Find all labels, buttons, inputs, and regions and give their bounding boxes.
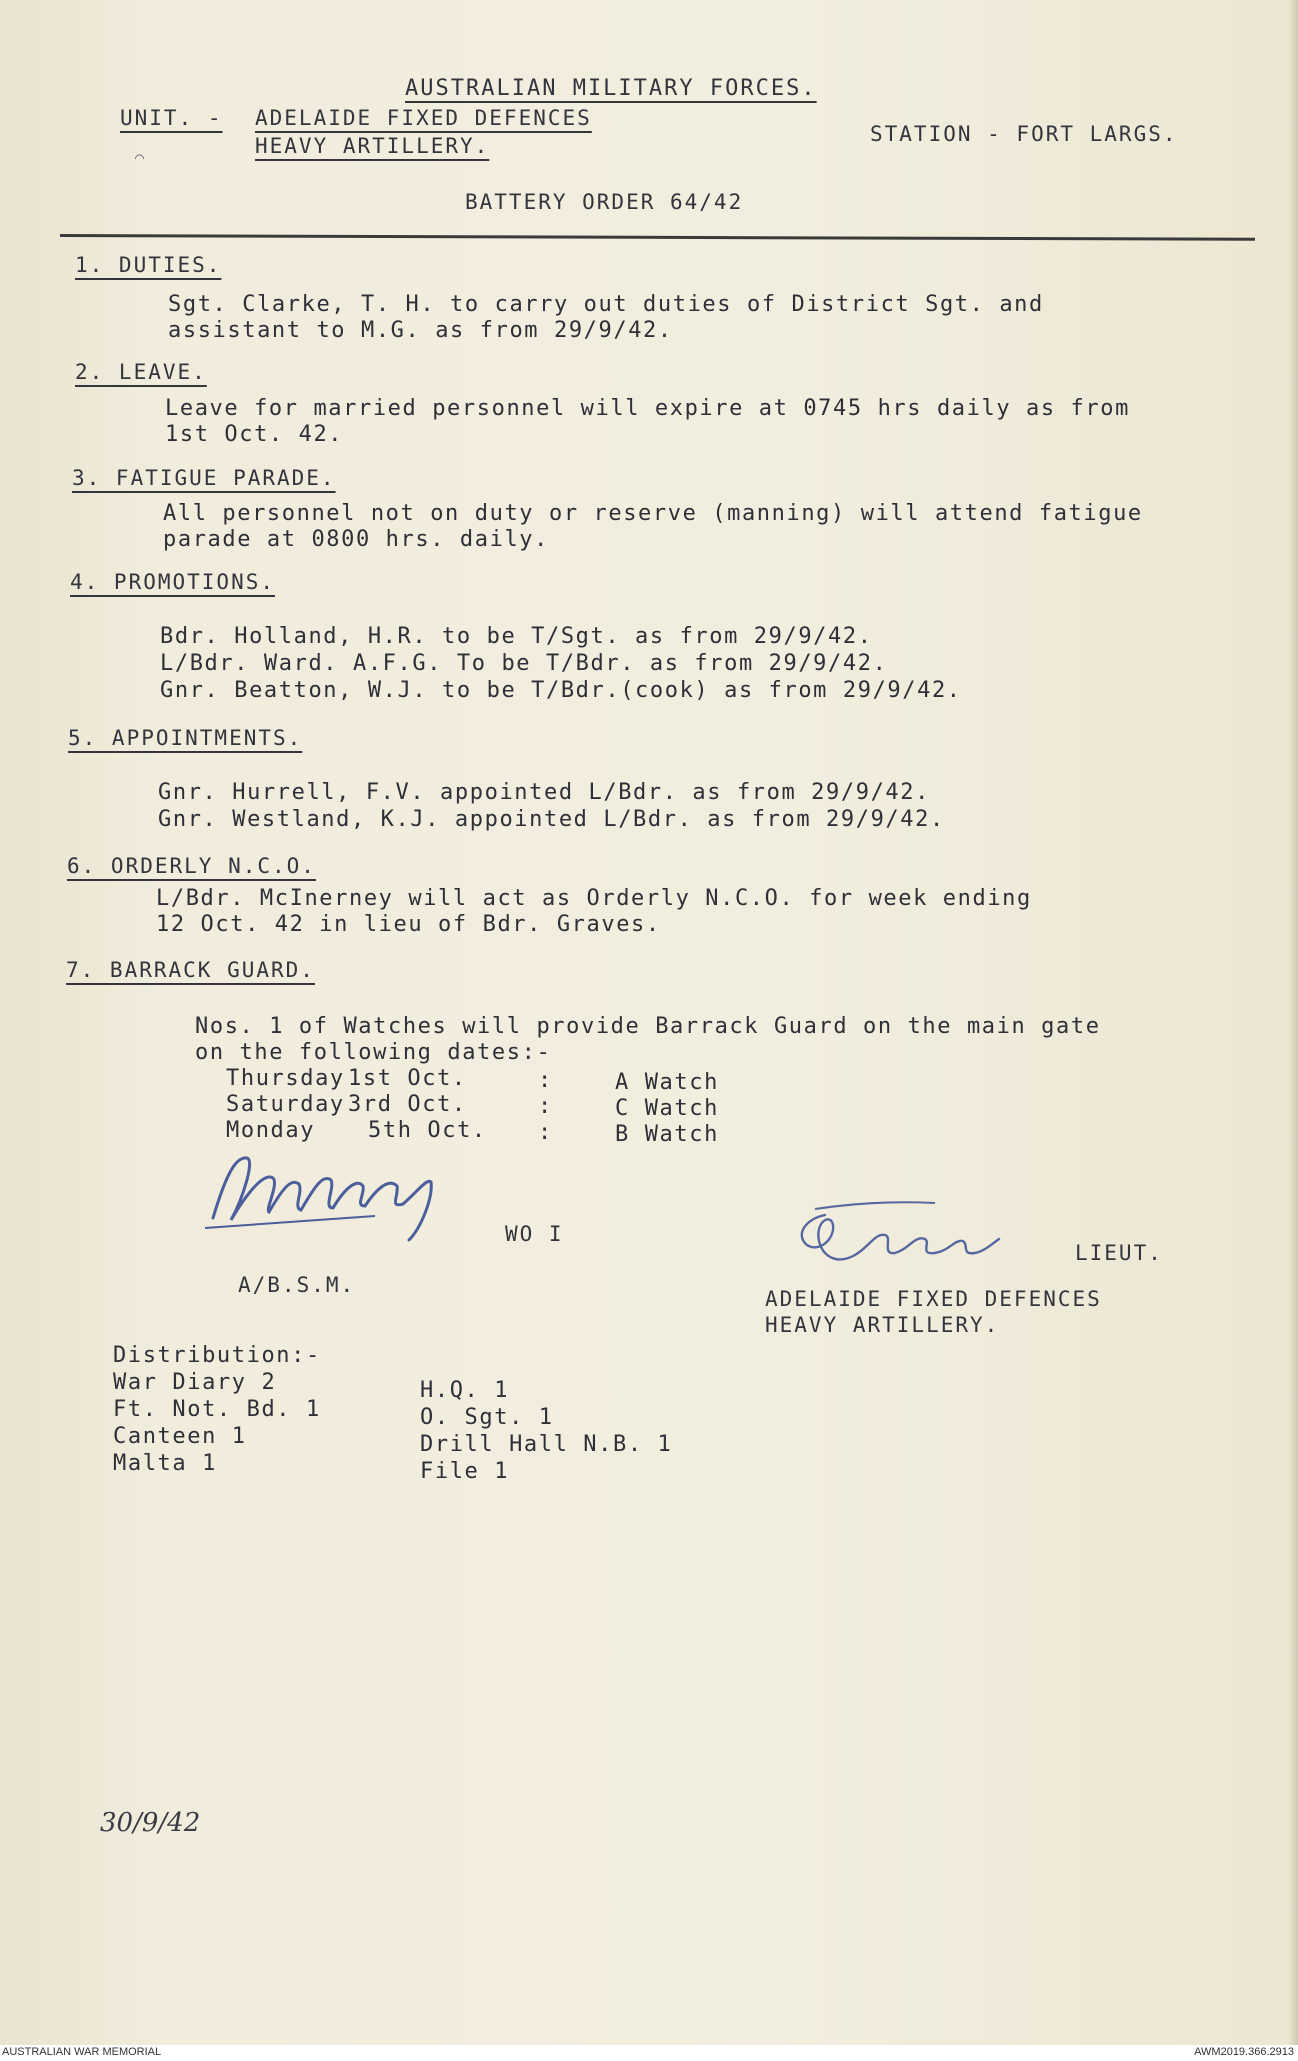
margin-mark: ⌒ (135, 148, 145, 166)
unit-line-2: HEAVY ARTILLERY. (255, 134, 490, 158)
section-line: All personnel not on duty or reserve (manning) will attend fatigue (163, 501, 1143, 526)
footer-id: AWM2019.366.2913 (1194, 2046, 1294, 2058)
left-rank: WO I (505, 1222, 564, 1246)
schedule-watch: C Watch (615, 1096, 719, 1121)
section-heading-promotions: 4. PROMOTIONS. (70, 570, 276, 594)
section-line: 12 Oct. 42 in lieu of Bdr. Graves. (156, 912, 661, 937)
section-line: Gnr. Beatton, W.J. to be T/Bdr.(cook) as from 29/9/42. (160, 678, 962, 703)
left-title: A/B.S.M. (238, 1273, 356, 1297)
section-heading-barrack-guard: 7. BARRACK GUARD. (66, 958, 315, 982)
section-line: Leave for married personnel will expire at 0745 hrs daily as from (165, 396, 1130, 421)
right-unit-line-2: HEAVY ARTILLERY. (765, 1313, 1000, 1337)
section-line: L/Bdr. Ward. A.F.G. To be T/Bdr. as from 29/9/42. (160, 651, 888, 676)
distribution-item: War Diary 2 (113, 1370, 277, 1395)
unit-label: UNIT. - (120, 106, 223, 130)
section-heading-orderly-nco: 6. ORDERLY N.C.O. (67, 854, 316, 878)
schedule-date: 3rd Oct. (348, 1092, 467, 1117)
schedule-date: 1st Oct. (348, 1066, 467, 1091)
order-title: BATTERY ORDER 64/42 (465, 190, 744, 214)
right-unit-line-1: ADELAIDE FIXED DEFENCES (765, 1287, 1102, 1311)
section-line: parade at 0800 hrs. daily. (163, 527, 549, 552)
section-heading-leave: 2. LEAVE. (75, 360, 207, 384)
section-line: on the following dates:- (195, 1040, 552, 1065)
signature-left (195, 1148, 455, 1243)
schedule-watch: A Watch (615, 1070, 719, 1095)
distribution-item: Drill Hall N.B. 1 (420, 1432, 673, 1457)
distribution-label: Distribution:- (113, 1343, 321, 1368)
distribution-item: Ft. Not. Bd. 1 (113, 1397, 321, 1422)
sheet-edge-shadow (1288, 0, 1298, 2045)
distribution-item: O. Sgt. 1 (420, 1405, 554, 1430)
archive-footer (0, 2045, 1298, 2061)
distribution-item: Malta 1 (113, 1451, 217, 1476)
section-line: Gnr. Hurrell, F.V. appointed L/Bdr. as from 29/9/42. (158, 780, 930, 805)
section-heading-appointments: 5. APPOINTMENTS. (68, 726, 303, 750)
schedule-date: 5th Oct. (368, 1118, 487, 1143)
schedule-watch: B Watch (615, 1122, 719, 1147)
distribution-item: Canteen 1 (113, 1424, 247, 1449)
forces-heading: AUSTRALIAN MILITARY FORCES. (405, 76, 817, 101)
section-line: Gnr. Westland, K.J. appointed L/Bdr. as from 29/9/42. (158, 807, 945, 832)
section-line: Nos. 1 of Watches will provide Barrack Guard on the main gate (195, 1014, 1101, 1039)
header-rule (60, 234, 1255, 241)
station-line: STATION - FORT LARGS. (870, 122, 1178, 146)
section-line: L/Bdr. McInerney will act as Orderly N.C.O. for week ending (156, 886, 1032, 911)
section-line: Sgt. Clarke, T. H. to carry out duties of District Sgt. and (168, 292, 1044, 317)
schedule-day: Saturday (226, 1092, 345, 1117)
section-line: Bdr. Holland, H.R. to be T/Sgt. as from 29/9/42. (160, 624, 873, 649)
unit-line-1: ADELAIDE FIXED DEFENCES (255, 106, 592, 130)
schedule-day: Monday (226, 1118, 316, 1143)
schedule-sep: : (538, 1094, 553, 1119)
signature-right (785, 1195, 1015, 1275)
schedule-day: Thursday (226, 1066, 345, 1091)
schedule-sep: : (538, 1120, 553, 1145)
section-line: 1st Oct. 42. (165, 422, 344, 447)
distribution-item: H.Q. 1 (420, 1378, 510, 1403)
right-rank: LIEUT. (1075, 1241, 1163, 1265)
section-line: assistant to M.G. as from 29/9/42. (168, 318, 673, 343)
distribution-item: File 1 (420, 1459, 510, 1484)
section-heading-fatigue: 3. FATIGUE PARADE. (72, 466, 336, 490)
footer-source: AUSTRALIAN WAR MEMORIAL (2, 2046, 162, 2058)
handwritten-date: 30/9/42 (100, 1808, 201, 1838)
schedule-sep: : (538, 1068, 553, 1093)
section-heading-duties: 1. DUTIES. (75, 253, 222, 277)
